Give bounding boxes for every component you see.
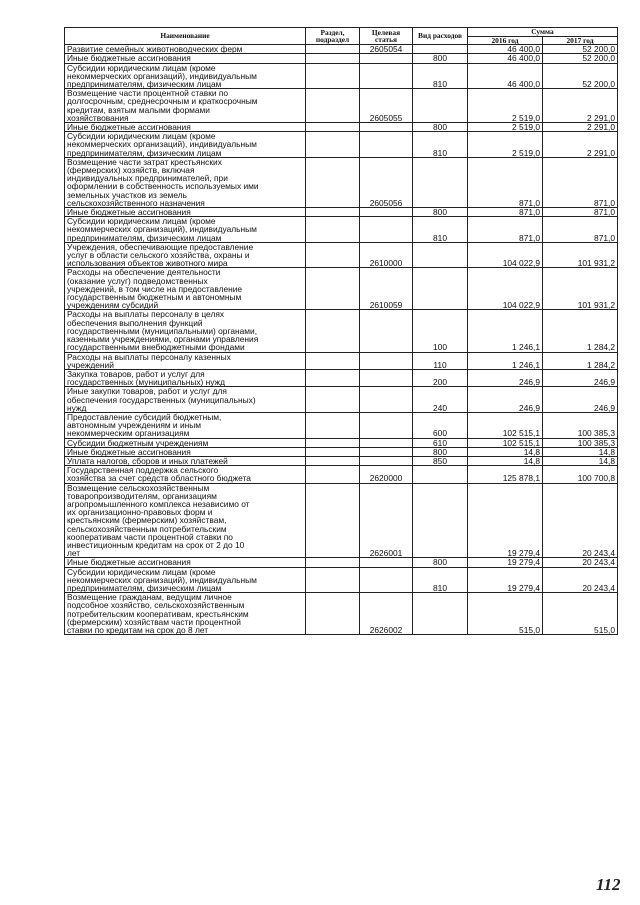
cell-target: 2626001 (360, 483, 413, 558)
header-year-2017: 2017 год (543, 36, 618, 45)
cell-sum-2016: 19 279,4 (468, 567, 543, 593)
cell-section (306, 208, 360, 217)
cell-target: 2610059 (360, 268, 413, 310)
cell-section (306, 132, 360, 158)
cell-section (306, 242, 360, 268)
cell-name: Иные закупки товаров, работ и услуг для обеспечения государственных (муниципальных) нужд (65, 387, 306, 413)
cell-section (306, 352, 360, 369)
table-row (65, 89, 618, 123)
cell-section (306, 483, 360, 558)
cell-target (360, 217, 413, 243)
cell-section (306, 63, 360, 89)
cell-type (413, 466, 468, 483)
cell-sum-2017: 2 291,0 (543, 132, 618, 158)
header-year-2016: 2016 год (468, 36, 543, 45)
table-row (65, 242, 618, 268)
cell-sum-2016: 19 279,4 (468, 558, 543, 567)
page-number: 112 (596, 875, 621, 894)
cell-sum-2017: 100 385,3 (543, 438, 618, 447)
cell-type: 110 (413, 352, 468, 369)
cell-type: 240 (413, 387, 468, 413)
header-target: Целевая статья (360, 28, 413, 45)
cell-target: 2620000 (360, 466, 413, 483)
table-row (65, 438, 618, 447)
cell-target (360, 123, 413, 132)
cell-name: Развитие семейных животноводческих ферм (65, 45, 306, 54)
cell-section (306, 387, 360, 413)
cell-sum-2016: 104 022,9 (468, 242, 543, 268)
cell-sum-2016: 2 519,0 (468, 89, 543, 123)
cell-section (306, 456, 360, 465)
cell-section (306, 567, 360, 593)
header-section: Раздел, подраздел (306, 28, 360, 45)
cell-name: Закупка товаров, работ и услуг для государственных (муниципальных) нужд (65, 369, 306, 386)
cell-target (360, 310, 413, 352)
cell-name: Возмещение гражданам, ведущим личное подсобное хозяйство, сельскохозяйственным потребительским кооперативам, крестьянским (фермерским) хозяйствам части процентной ставки по кредитам на срок до 8 лет (65, 593, 306, 635)
cell-section (306, 157, 360, 207)
cell-name: Возмещение части процентной ставки по долгосрочным, среднесрочным и краткосрочным кредитам, взятым малыми формами хозяйствования (65, 89, 306, 123)
table-row (65, 558, 618, 567)
cell-target (360, 352, 413, 369)
cell-target (360, 54, 413, 63)
table-row (65, 567, 618, 593)
cell-name: Иные бюджетные ассигнования (65, 558, 306, 567)
cell-sum-2016: 871,0 (468, 157, 543, 207)
cell-sum-2016: 46 400,0 (468, 45, 543, 54)
cell-sum-2017: 20 243,4 (543, 558, 618, 567)
cell-name: Учреждения, обеспечивающие предоставление услуг в области сельского хозяйства, охраны и использования объектов животного мира (65, 242, 306, 268)
cell-name: Возмещение сельскохозяйственным товаропроизводителям, организациям агропромышленного комплекса независимо от их организационно-правовых форм и крестьянским (фермерским) хозяйствам, сельскохозяйственным потребительским кооперативам части процентной ставки по инвестиционным кредитам на срок от 2 до 10 лет (65, 483, 306, 558)
cell-sum-2016: 871,0 (468, 208, 543, 217)
cell-type (413, 593, 468, 635)
cell-section (306, 466, 360, 483)
cell-name: Субсидии юридическим лицам (кроме некоммерческих организаций), индивидуальным предпринимателям, физическим лицам (65, 63, 306, 89)
cell-section (306, 412, 360, 438)
cell-type: 800 (413, 123, 468, 132)
table-row (65, 483, 618, 558)
cell-sum-2017: 100 700,8 (543, 466, 618, 483)
cell-type: 800 (413, 447, 468, 456)
cell-name: Иные бюджетные ассигнования (65, 447, 306, 456)
table-body (65, 45, 618, 635)
cell-type: 100 (413, 310, 468, 352)
table-row (65, 352, 618, 369)
cell-name: Расходы на выплаты персоналу казенных учреждений (65, 352, 306, 369)
cell-type: 810 (413, 567, 468, 593)
budget-table (64, 27, 618, 635)
cell-type: 800 (413, 558, 468, 567)
cell-sum-2016: 102 515,1 (468, 438, 543, 447)
cell-sum-2017: 1 284,2 (543, 310, 618, 352)
cell-section (306, 89, 360, 123)
table-row (65, 593, 618, 635)
cell-target (360, 63, 413, 89)
cell-type (413, 89, 468, 123)
cell-type: 200 (413, 369, 468, 386)
cell-section (306, 369, 360, 386)
cell-section (306, 54, 360, 63)
table-row (65, 157, 618, 207)
cell-type (413, 242, 468, 268)
table-row (65, 217, 618, 243)
cell-sum-2016: 104 022,9 (468, 268, 543, 310)
cell-name: Субсидии юридическим лицам (кроме некоммерческих организаций), индивидуальным предпринимателям, физическим лицам (65, 567, 306, 593)
cell-type: 600 (413, 412, 468, 438)
cell-target: 2605054 (360, 45, 413, 54)
cell-name: Иные бюджетные ассигнования (65, 123, 306, 132)
cell-sum-2017: 2 291,0 (543, 89, 618, 123)
cell-section (306, 310, 360, 352)
cell-sum-2016: 2 519,0 (468, 123, 543, 132)
cell-sum-2016: 1 246,1 (468, 352, 543, 369)
table-row (65, 132, 618, 158)
cell-section (306, 123, 360, 132)
cell-sum-2017: 52 200,0 (543, 54, 618, 63)
header-type: Вид расходов (413, 28, 468, 45)
table-row (65, 310, 618, 352)
cell-section (306, 217, 360, 243)
cell-sum-2017: 101 931,2 (543, 242, 618, 268)
cell-name: Государственная поддержка сельского хозяйства за счет средств областного бюджета (65, 466, 306, 483)
cell-sum-2016: 19 279,4 (468, 483, 543, 558)
cell-name: Расходы на обеспечение деятельности (оказание услуг) подведомственных учреждений, в том числе на предоставление государственным бюджетным и автономным учреждениям субсидий (65, 268, 306, 310)
table-row (65, 63, 618, 89)
cell-name: Субсидии бюджетным учреждениям (65, 438, 306, 447)
cell-name: Расходы на выплаты персоналу в целях обеспечения выполнения функций государственными (муниципальными) органами, казенными учреждениями, органами управления государственными внебюджетными фондами (65, 310, 306, 352)
cell-type: 810 (413, 63, 468, 89)
cell-type (413, 483, 468, 558)
cell-sum-2017: 52 200,0 (543, 45, 618, 54)
cell-section (306, 45, 360, 54)
cell-target (360, 412, 413, 438)
cell-target (360, 558, 413, 567)
cell-sum-2016: 102 515,1 (468, 412, 543, 438)
table-row (65, 412, 618, 438)
table-row (65, 54, 618, 63)
cell-target (360, 208, 413, 217)
cell-type: 800 (413, 208, 468, 217)
cell-sum-2016: 46 400,0 (468, 54, 543, 63)
cell-section (306, 558, 360, 567)
cell-target: 2605056 (360, 157, 413, 207)
cell-sum-2017: 101 931,2 (543, 268, 618, 310)
cell-sum-2017: 20 243,4 (543, 483, 618, 558)
cell-target (360, 132, 413, 158)
cell-name: Уплата налогов, сборов и иных платежей (65, 456, 306, 465)
table-row (65, 268, 618, 310)
cell-target: 2626002 (360, 593, 413, 635)
cell-sum-2016: 125 878,1 (468, 466, 543, 483)
cell-target: 2605055 (360, 89, 413, 123)
cell-sum-2016: 515,0 (468, 593, 543, 635)
table-row (65, 387, 618, 413)
cell-section (306, 447, 360, 456)
cell-sum-2017: 246,9 (543, 369, 618, 386)
cell-sum-2017: 871,0 (543, 157, 618, 207)
cell-section (306, 268, 360, 310)
cell-sum-2017: 1 284,2 (543, 352, 618, 369)
cell-type: 610 (413, 438, 468, 447)
cell-name: Иные бюджетные ассигнования (65, 208, 306, 217)
cell-sum-2016: 14,8 (468, 447, 543, 456)
cell-sum-2016: 1 246,1 (468, 310, 543, 352)
cell-sum-2017: 515,0 (543, 593, 618, 635)
cell-type: 850 (413, 456, 468, 465)
cell-sum-2017: 871,0 (543, 208, 618, 217)
cell-name: Предоставление субсидий бюджетным, автономным учреждениям и иным некоммерческим организациям (65, 412, 306, 438)
cell-target (360, 456, 413, 465)
cell-target (360, 438, 413, 447)
cell-target (360, 369, 413, 386)
cell-sum-2016: 246,9 (468, 387, 543, 413)
cell-section (306, 593, 360, 635)
cell-section (306, 438, 360, 447)
cell-name: Субсидии юридическим лицам (кроме некоммерческих организаций), индивидуальным предпринимателям, физическим лицам (65, 132, 306, 158)
cell-sum-2017: 52 200,0 (543, 63, 618, 89)
cell-target (360, 387, 413, 413)
cell-sum-2016: 14,8 (468, 456, 543, 465)
cell-target (360, 447, 413, 456)
cell-target (360, 567, 413, 593)
cell-type (413, 268, 468, 310)
cell-sum-2017: 14,8 (543, 456, 618, 465)
cell-type: 810 (413, 132, 468, 158)
header-name: Наименование (65, 28, 306, 45)
header-sum: Сумма (468, 28, 618, 37)
cell-sum-2016: 246,9 (468, 369, 543, 386)
cell-name: Субсидии юридическим лицам (кроме некоммерческих организаций), индивидуальным предпринимателям, физическим лицам (65, 217, 306, 243)
cell-sum-2017: 14,8 (543, 447, 618, 456)
cell-sum-2017: 871,0 (543, 217, 618, 243)
table-row (65, 369, 618, 386)
cell-sum-2016: 2 519,0 (468, 132, 543, 158)
cell-sum-2016: 46 400,0 (468, 63, 543, 89)
cell-target: 2610000 (360, 242, 413, 268)
cell-name: Иные бюджетные ассигнования (65, 54, 306, 63)
cell-type: 800 (413, 54, 468, 63)
cell-sum-2017: 2 291,0 (543, 123, 618, 132)
cell-sum-2017: 246,9 (543, 387, 618, 413)
cell-type: 810 (413, 217, 468, 243)
cell-sum-2017: 100 385,3 (543, 412, 618, 438)
table-row (65, 466, 618, 483)
cell-sum-2017: 20 243,4 (543, 567, 618, 593)
cell-sum-2016: 871,0 (468, 217, 543, 243)
cell-type (413, 157, 468, 207)
cell-name: Возмещение части затрат крестьянских (фермерских) хозяйств, включая индивидуальных предпринимателей, при оформлении в собственность используемых ими земельных участков из земель сельскохозяйственного назначения (65, 157, 306, 207)
